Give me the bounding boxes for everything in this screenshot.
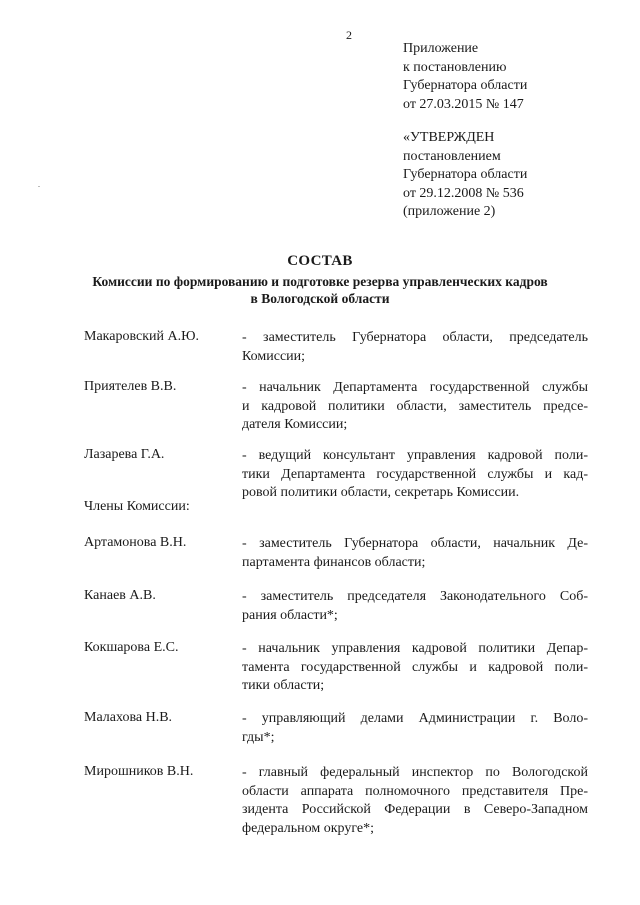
member-name: Мирошников В.Н.	[84, 764, 194, 779]
role-line: - главный федеральный инспектор по Вологодской	[242, 765, 588, 780]
role-line: тамента государственной службы и кадровой поли-	[242, 659, 588, 675]
approved-line: (приложение 2)	[403, 204, 496, 219]
role-line: федеральном округе*;	[242, 820, 375, 836]
role-line: рания области*;	[242, 607, 338, 623]
role-line: области аппарата полномочного представителя Пре-	[242, 783, 588, 799]
approved-line: от 29.12.2008 № 536	[403, 185, 524, 201]
member-role	[242, 640, 588, 696]
member-name: Артамонова В.Н.	[84, 535, 187, 550]
role-line: гды*;	[242, 729, 275, 745]
member-name: Канаев А.В.	[84, 588, 156, 603]
document-title: СОСТАВ	[287, 253, 353, 269]
member-name: Лазарева Г.А.	[84, 447, 165, 462]
member-name: Приятелев В.В.	[84, 379, 177, 394]
member-role	[242, 535, 588, 572]
member-name: Макаровский А.Ю.	[84, 329, 199, 344]
role-line: ровой политики области, секретарь Комиссии.	[242, 485, 520, 500]
role-line: - управляющий делами Администрации г. Воло-	[242, 711, 588, 726]
member-role	[242, 447, 588, 503]
role-line: - заместитель Губернатора области, председатель	[242, 330, 588, 345]
appendix-line: Губернатора области	[403, 78, 528, 93]
page-number: 2	[346, 28, 352, 42]
margin-mark	[38, 186, 40, 187]
role-line: зидента Российской Федерации в Северо-Западном	[242, 802, 588, 817]
document-subtitle-line1: Комиссии по формированию и подготовке резерва управленческих кадров	[92, 274, 548, 289]
approved-line: «УТВЕРЖДЕН	[403, 130, 495, 145]
role-line: дателя Комиссии;	[242, 417, 348, 432]
role-line: - заместитель председателя Законодательного Соб-	[242, 589, 588, 604]
member-role	[242, 329, 588, 366]
approved-block	[403, 129, 527, 222]
appendix-block	[403, 40, 527, 114]
member-name: Кокшарова Е.С.	[84, 640, 179, 655]
member-name: Малахова Н.В.	[84, 710, 173, 725]
members-heading: Члены Комиссии:	[84, 499, 190, 514]
member-role	[242, 710, 588, 747]
role-line: тики области;	[242, 678, 325, 693]
appendix-line: к постановлению	[403, 59, 507, 75]
role-line: - начальник Департамента государственной службы	[242, 380, 588, 395]
member-role	[242, 764, 588, 838]
role-line: Комиссии;	[242, 348, 306, 364]
role-line: - заместитель Губернатора области, начальник Де-	[242, 536, 588, 551]
role-line: тики Департамента государственной службы и кад-	[242, 466, 588, 482]
document-subtitle-line2: в Вологодской области	[250, 291, 390, 306]
role-line: - начальник управления кадровой политики Депар-	[242, 641, 588, 656]
appendix-line: от 27.03.2015 № 147	[403, 96, 524, 112]
approved-line: постановлением	[403, 148, 501, 164]
member-role	[242, 588, 588, 625]
role-line: - ведущий консультант управления кадровой поли-	[242, 448, 588, 463]
approved-line: Губернатора области	[403, 167, 528, 182]
role-line: партамента финансов области;	[242, 554, 426, 570]
member-role	[242, 379, 588, 435]
role-line: и кадровой политики области, заместитель предсе-	[242, 398, 588, 414]
appendix-line: Приложение	[403, 41, 479, 56]
